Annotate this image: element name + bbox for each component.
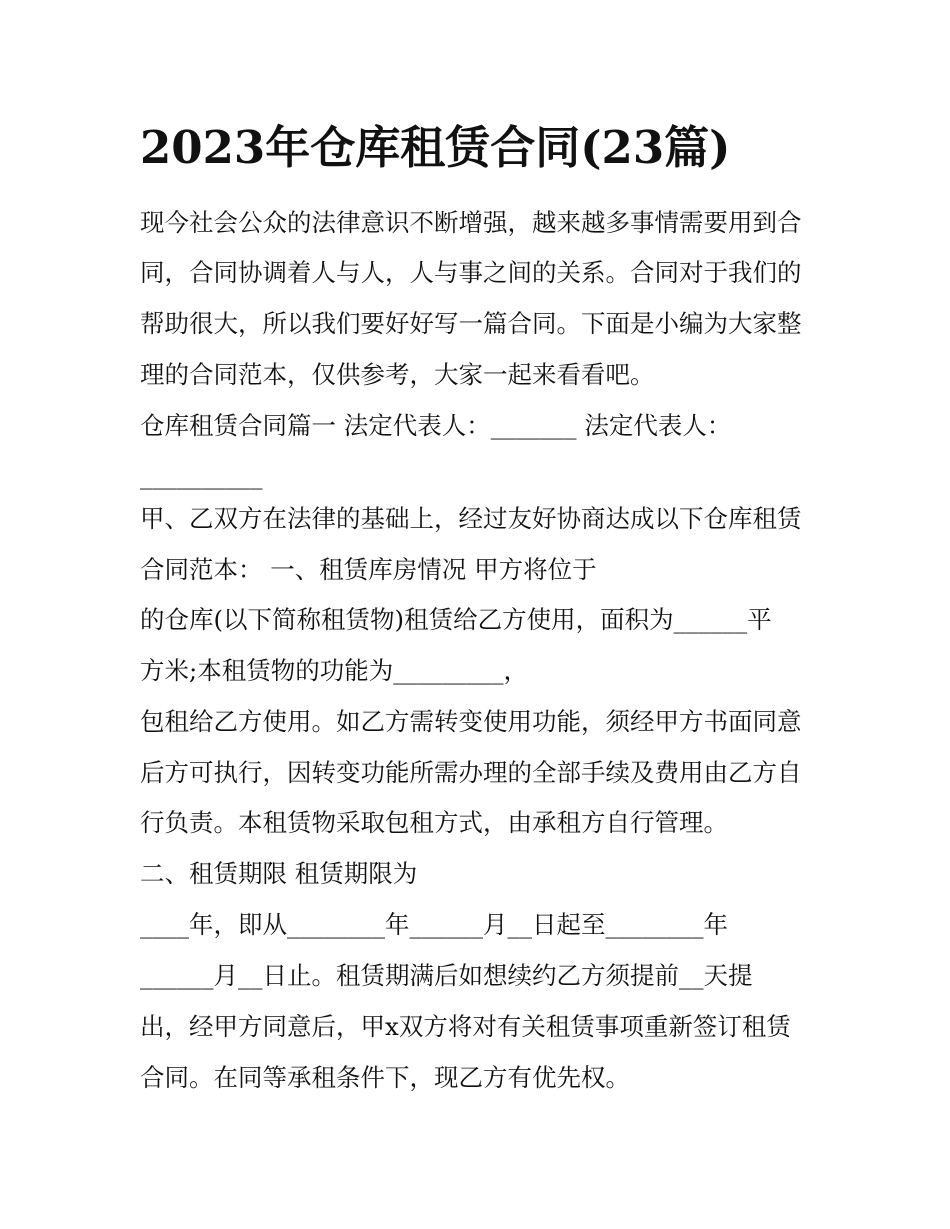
- paragraph-line: 合同。在同等承租条件下，现乙方有优先权。: [140, 1063, 630, 1092]
- paragraph-line: 后方可执行，因转变功能所需办理的全部手续及费用由乙方自: [140, 758, 802, 787]
- document-title: 2023年仓库租赁合同(23篇): [140, 121, 731, 174]
- paragraph-line: 仓库租赁合同篇一 法定代表人：_______ 法定代表人：: [140, 411, 732, 440]
- paragraph-line: 现今社会公众的法律意识不断增强，越来越多事情需要用到合: [140, 208, 802, 237]
- paragraph-line: 同，合同协调着人与人，人与事之间的关系。合同对于我们的: [140, 258, 802, 287]
- paragraph-line: 帮助很大，所以我们要好好写一篇合同。下面是小编为大家整: [140, 309, 802, 338]
- paragraph-line: 出，经甲方同意后，甲x双方将对有关租赁事项重新签订租赁: [140, 1012, 791, 1041]
- paragraph-line: 理的合同范本，仅供参考，大家一起来看看吧。: [140, 360, 655, 389]
- paragraph-line: __________: [140, 461, 263, 490]
- paragraph-line: 行负责。本租赁物采取包租方式，由承租方自行管理。: [140, 808, 728, 837]
- paragraph-line: 甲、乙双方在法律的基础上，经过友好协商达成以下仓库租赁: [140, 504, 802, 533]
- paragraph-line: 二、租赁期限 租赁期限为: [140, 859, 418, 888]
- paragraph-line: ______月__日止。租赁期满后如想续约乙方须提前__天提: [140, 961, 753, 990]
- paragraph-line: 包租给乙方使用。如乙方需转变使用功能，须经甲方书面同意: [140, 707, 802, 736]
- paragraph-line: 的仓库(以下简称租赁物)租赁给乙方使用，面积为______平: [140, 605, 772, 634]
- paragraph-line: ____年，即从________年______月__日起至________年: [140, 910, 728, 939]
- paragraph-line: 方米;本租赁物的功能为_________，: [140, 656, 529, 685]
- paragraph-line: 合同范本： 一、租赁库房情况 甲方将位于: [140, 555, 597, 584]
